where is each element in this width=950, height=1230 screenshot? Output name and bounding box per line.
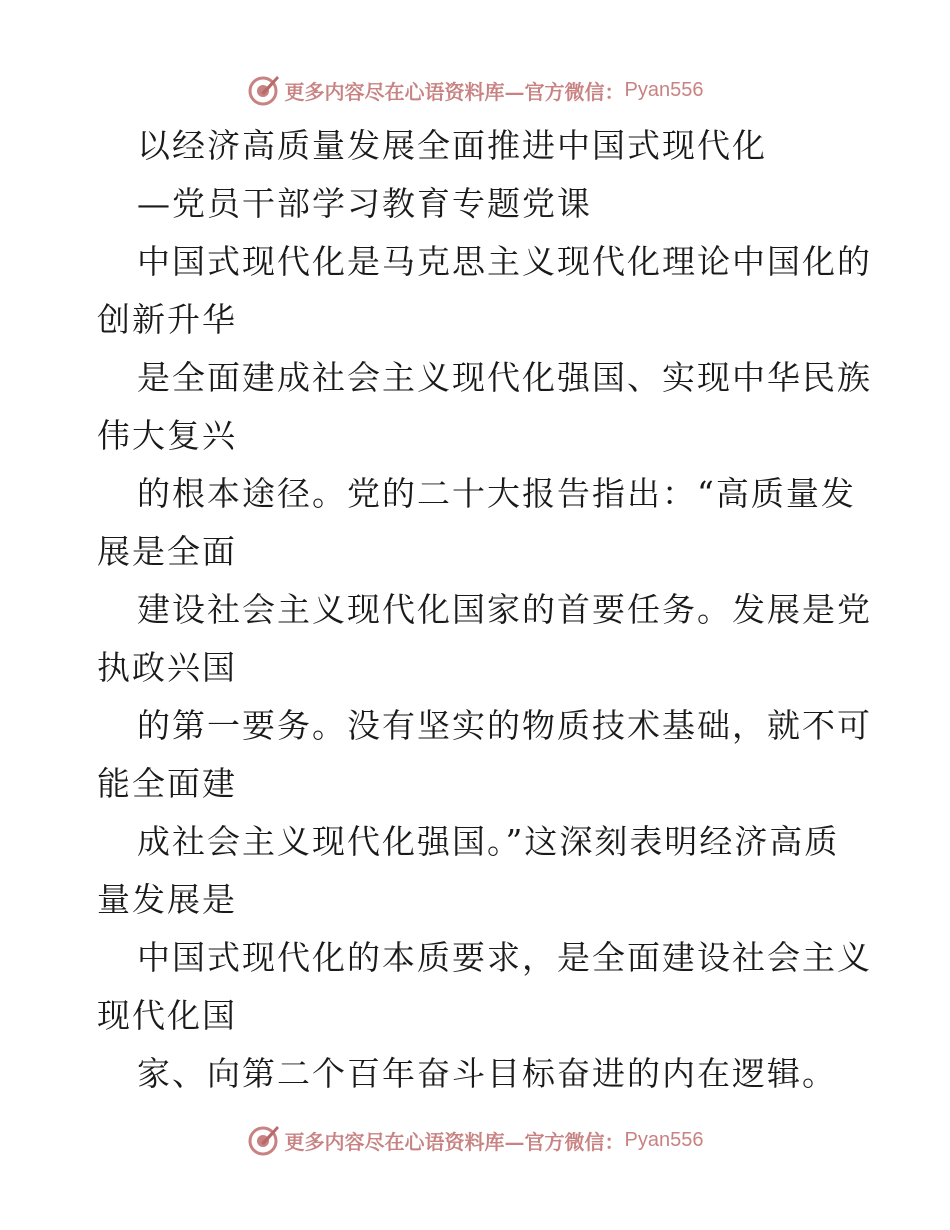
document-subtitle: —党员干部学习教育专题党课 <box>137 184 592 223</box>
paragraph-line: 伟大复兴 <box>97 416 237 455</box>
paragraph-line: 中国式现代化的本质要求，是全面建设社会主义 <box>137 938 872 977</box>
quill-pen-circle-icon <box>247 1123 281 1157</box>
paragraph-line: 中国式现代化是马克思主义现代化理论中国化的 <box>137 242 872 281</box>
paragraph-line: 能全面建 <box>97 764 237 803</box>
watermark-wechat-id: Pyan556 <box>624 78 704 101</box>
paragraph-line: 建设社会主义现代化国家的首要任务。发展是党 <box>137 590 872 629</box>
watermark-text: 更多内容尽在心语资料库—官方微信： <box>284 1129 625 1154</box>
watermark-footer <box>0 1120 950 1160</box>
paragraph-line: 是全面建成社会主义现代化强国、实现中华民族 <box>137 358 872 397</box>
paragraph-line: 创新升华 <box>97 300 237 339</box>
document-title: 以经济高质量发展全面推进中国式现代化 <box>137 126 767 165</box>
document-body <box>97 117 872 1103</box>
paragraph-line: 的第一要务。没有坚实的物质技术基础，就不可 <box>137 706 872 745</box>
paragraph-line: 量发展是 <box>97 880 237 919</box>
watermark-wechat-id: Pyan556 <box>624 1128 704 1151</box>
paragraph-line: 现代化国 <box>97 996 237 1035</box>
paragraph-line: 成社会主义现代化强国。”这深刻表明经济高质 <box>137 822 840 861</box>
paragraph-line: 的根本途径。党的二十大报告指出：“高质量发 <box>137 474 856 513</box>
watermark-text: 更多内容尽在心语资料库—官方微信： <box>284 79 625 104</box>
paragraph-line: 展是全面 <box>97 532 237 571</box>
watermark-header <box>0 70 950 110</box>
quill-pen-circle-icon <box>247 73 281 107</box>
paragraph-line: 执政兴国 <box>97 648 237 687</box>
paragraph-line: 家、向第二个百年奋斗目标奋进的内在逻辑。 <box>137 1054 837 1093</box>
